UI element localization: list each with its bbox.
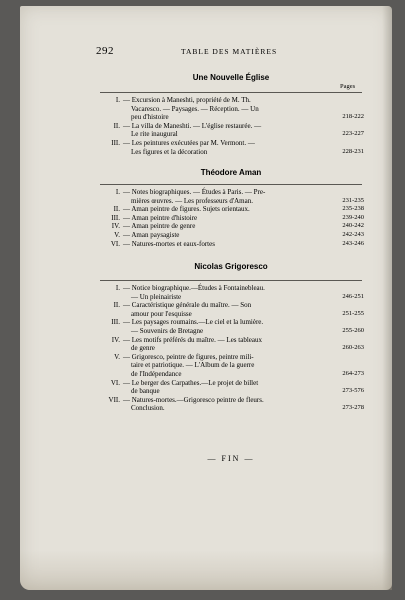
entry-page-range: 255-260 <box>342 326 364 334</box>
entry-line: — Notice biographique.—Études à Fontainebleau. <box>123 284 265 292</box>
toc-entry <box>100 139 364 156</box>
entry-number: II. <box>113 301 120 310</box>
page-edge-shadow <box>382 6 392 590</box>
toc-list-theodore-aman <box>100 188 364 248</box>
entry-line: — Souvenirs de Bretagne <box>131 326 204 335</box>
entry-text <box>123 205 330 214</box>
entry-line: — Un pleinairiste <box>131 292 182 301</box>
entry-number: II. <box>113 205 120 214</box>
entry-page-range: 242-243 <box>342 230 364 238</box>
entry-line: — Natures-mortes et eaux-fortes <box>123 239 215 248</box>
entry-line: — Notes biographiques. — Études à Paris. — Pre- <box>123 188 266 196</box>
entry-line: — Aman peintre d'histoire <box>123 213 198 222</box>
entry-line: — Les paysages roumains.—Le ciel et la lumière. <box>123 318 264 327</box>
entry-page-range: 239-240 <box>342 213 364 221</box>
toc-list-une-nouvelle-eglise <box>100 96 364 156</box>
toc-list-nicolas-grigoresco <box>100 284 364 413</box>
divider-rule <box>100 280 362 281</box>
toc-entry <box>100 284 364 301</box>
entry-text <box>123 284 330 301</box>
entry-line: Les figures et la décoration <box>131 147 208 156</box>
toc-entry <box>100 396 364 413</box>
entry-text <box>123 379 330 396</box>
entry-line: — Excursion à Maneshti, propriété de M. Th. <box>123 96 251 104</box>
entry-number: VII. <box>108 395 120 404</box>
entry-page-range: 235-238 <box>342 205 364 213</box>
toc-entry <box>100 231 364 240</box>
toc-entry <box>100 96 364 122</box>
entry-number: V. <box>114 230 120 239</box>
entry-page-range: 264-273 <box>342 369 364 377</box>
divider-rule <box>100 184 362 185</box>
entry-text <box>123 222 330 231</box>
entry-page-range: 231-235 <box>342 196 364 204</box>
toc-entry <box>100 301 364 318</box>
entry-line: peu d'histoire <box>131 113 169 122</box>
entry-line: — Aman paysagiste <box>123 230 180 239</box>
entry-text <box>123 188 330 205</box>
entry-page-range: 223-227 <box>342 130 364 138</box>
entry-number: I. <box>115 284 120 292</box>
entry-line: — Caractéristique générale du maître. — Son <box>123 301 252 310</box>
entry-page-range: 246-251 <box>342 292 364 300</box>
toc-entry <box>100 214 364 223</box>
entry-page-range: 273-278 <box>342 404 364 412</box>
running-title: TABLE DES MATIÈRES <box>181 47 278 56</box>
entry-line: — Natures-mortes.—Grigoresco peintre de fleurs. <box>123 395 264 404</box>
entry-number: V. <box>114 352 120 361</box>
entry-text <box>123 139 330 156</box>
entry-text <box>123 336 330 353</box>
entry-number: IV. <box>111 222 120 231</box>
entry-number: III. <box>111 213 120 222</box>
entry-page-range: 251-255 <box>342 309 364 317</box>
entry-text <box>123 122 330 139</box>
entry-number: II. <box>113 121 120 130</box>
toc-entry <box>100 379 364 396</box>
entry-line: de genre <box>131 344 155 353</box>
entry-line: mières œuvres. — Les professeurs d'Aman. <box>131 196 253 205</box>
entry-page-range: 228-231 <box>342 147 364 155</box>
entry-line: — La villa de Maneshti. — L'église restaurée. — <box>123 121 262 130</box>
entry-line: amour pour l'esquisse <box>131 309 192 318</box>
fin-marker: — FIN — <box>207 454 255 463</box>
entry-page-range: 260-263 <box>342 344 364 352</box>
divider-rule <box>100 92 362 93</box>
entry-number: VI. <box>110 378 120 387</box>
page-number: 292 <box>96 45 114 57</box>
entry-text <box>123 240 330 249</box>
entry-page-range: 240-242 <box>342 222 364 230</box>
entry-number: III. <box>111 138 120 147</box>
entry-number: IV. <box>111 335 120 344</box>
toc-entry <box>100 353 364 379</box>
entry-line: de banque <box>131 387 160 396</box>
entry-text <box>123 301 330 318</box>
toc-entry <box>100 122 364 139</box>
entry-number: VI. <box>110 239 120 248</box>
toc-entry <box>100 336 364 353</box>
entry-line: de l'Indépendance <box>131 369 182 378</box>
toc-entry <box>100 318 364 335</box>
entry-text <box>123 353 330 379</box>
entry-line: — Aman peintre de figures. Sujets orientaux. <box>123 205 250 214</box>
entry-number: I. <box>115 188 120 196</box>
toc-entry <box>100 205 364 214</box>
pages-column-label: Pages <box>340 83 356 90</box>
entry-text <box>123 318 330 335</box>
toc-entry <box>100 188 364 205</box>
entry-line: — Le berger des Carpathes.—Le projet de billet <box>123 378 259 387</box>
entry-line: Conclusion. <box>131 404 165 413</box>
entry-line: — Grigoresco, peintre de figures, peintre mili- <box>123 352 254 361</box>
toc-entry <box>100 222 364 231</box>
section-title-une-nouvelle-eglise: Une Nouvelle Église <box>192 73 270 82</box>
page-header <box>96 45 366 61</box>
entry-line: taire et patriotique. — L'Album de la guerre <box>131 361 255 370</box>
entry-line: — Les peintures exécutées par M. Vermont. — <box>123 138 255 147</box>
section-title-theodore-aman: Théodore Aman <box>200 168 262 177</box>
section-title-nicolas-grigoresco: Nicolas Grigoresco <box>194 262 268 271</box>
entry-text <box>123 396 330 413</box>
entry-number: I. <box>115 96 120 104</box>
entry-page-range: 218-222 <box>342 113 364 121</box>
entry-line: — Aman peintre de genre <box>123 222 196 231</box>
entry-page-range: 243-246 <box>342 239 364 247</box>
entry-line: Vacaresco. — Paysages. — Réception. — Un <box>131 104 259 113</box>
page-wear <box>20 550 392 590</box>
toc-entry <box>100 240 364 249</box>
entry-text <box>123 214 330 223</box>
entry-line: — Les motifs préférés du maître. — Les tableaux <box>123 335 262 344</box>
entry-page-range: 273-576 <box>342 387 364 395</box>
entry-number: III. <box>111 318 120 327</box>
entry-text <box>123 96 330 122</box>
entry-text <box>123 231 330 240</box>
entry-line: Le rite inaugural <box>131 130 178 139</box>
